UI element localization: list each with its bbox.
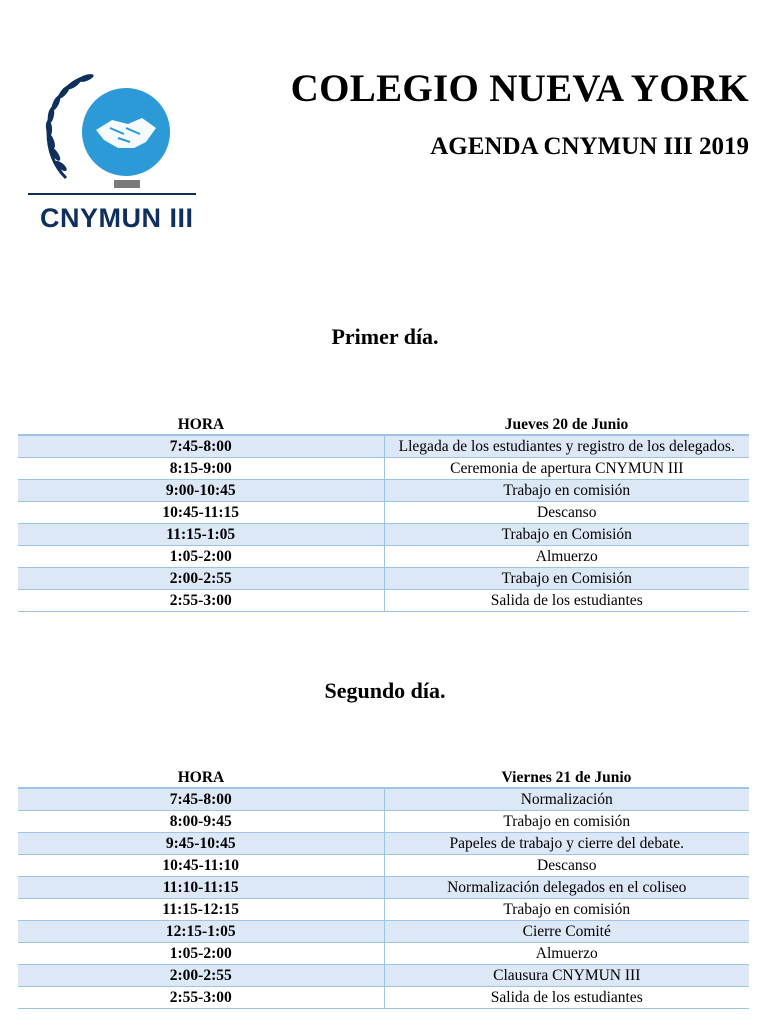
school-title: COLEGIO NUEVA YORK xyxy=(290,67,749,110)
hora-cell: 7:45-8:00 xyxy=(18,788,384,811)
table-row xyxy=(18,524,749,546)
activity-cell: Clausura CNYMUN III xyxy=(384,965,749,987)
activity-cell: Normalización xyxy=(384,788,749,811)
hora-cell: 12:15-1:05 xyxy=(18,921,384,943)
table-row xyxy=(18,899,749,921)
day1-schedule-table xyxy=(18,414,749,612)
activity-cell: Trabajo en comisión xyxy=(384,480,749,502)
logo-wordmark: CNYMUN III xyxy=(40,203,194,233)
handshake-globe-icon xyxy=(26,68,206,208)
activity-cell: Almuerzo xyxy=(384,546,749,568)
hora-cell: 10:45-11:10 xyxy=(18,855,384,877)
hora-cell: 8:00-9:45 xyxy=(18,811,384,833)
table-row xyxy=(18,833,749,855)
table-row xyxy=(18,502,749,524)
hora-cell: 11:10-11:15 xyxy=(18,877,384,899)
activity-cell: Almuerzo xyxy=(384,943,749,965)
activity-cell: Salida de los estudiantes xyxy=(384,987,749,1009)
activity-cell: Papeles de trabajo y cierre del debate. xyxy=(384,833,749,855)
table-row xyxy=(18,568,749,590)
table-row xyxy=(18,480,749,502)
table-row xyxy=(18,855,749,877)
table-row xyxy=(18,921,749,943)
hora-cell: 7:45-8:00 xyxy=(18,435,384,458)
table-row xyxy=(18,877,749,899)
table-row xyxy=(18,546,749,568)
activity-cell: Llegada de los estudiantes y registro de los delegados. xyxy=(384,435,749,458)
activity-cell: Trabajo en Comisión xyxy=(384,524,749,546)
table-header-row xyxy=(18,767,749,788)
activity-cell: Trabajo en comisión xyxy=(384,811,749,833)
table-row xyxy=(18,811,749,833)
hora-cell: 2:00-2:55 xyxy=(18,965,384,987)
activity-cell: Ceremonia de apertura CNYMUN III xyxy=(384,458,749,480)
activity-cell: Salida de los estudiantes xyxy=(384,590,749,612)
hora-cell: 11:15-1:05 xyxy=(18,524,384,546)
activity-cell: Descanso xyxy=(384,855,749,877)
hora-cell: 9:00-10:45 xyxy=(18,480,384,502)
table-row xyxy=(18,435,749,458)
table-header-row xyxy=(18,414,749,435)
hora-cell: 2:00-2:55 xyxy=(18,568,384,590)
hora-cell: 10:45-11:15 xyxy=(18,502,384,524)
hora-cell: 1:05-2:00 xyxy=(18,546,384,568)
activity-cell: Trabajo en comisión xyxy=(384,899,749,921)
col-date-header: Jueves 20 de Junio xyxy=(384,414,749,435)
activity-cell: Trabajo en Comisión xyxy=(384,568,749,590)
col-hora-header: HORA xyxy=(18,414,384,435)
day1-title: Primer día. xyxy=(331,324,439,349)
day2-title: Segundo día. xyxy=(324,678,446,703)
hora-cell: 8:15-9:00 xyxy=(18,458,384,480)
day2-schedule-table xyxy=(18,767,749,1009)
hora-cell: 2:55-3:00 xyxy=(18,987,384,1009)
activity-cell: Cierre Comité xyxy=(384,921,749,943)
table-row xyxy=(18,965,749,987)
hora-cell: 1:05-2:00 xyxy=(18,943,384,965)
table-row xyxy=(18,943,749,965)
activity-cell: Descanso xyxy=(384,502,749,524)
hora-cell: 11:15-12:15 xyxy=(18,899,384,921)
hora-cell: 2:55-3:00 xyxy=(18,590,384,612)
agenda-title: AGENDA CNYMUN III 2019 xyxy=(430,133,749,160)
col-hora-header: HORA xyxy=(18,767,384,788)
col-date-header: Viernes 21 de Junio xyxy=(384,767,749,788)
hora-cell: 9:45-10:45 xyxy=(18,833,384,855)
table-row xyxy=(18,590,749,612)
table-row xyxy=(18,987,749,1009)
table-row xyxy=(18,458,749,480)
table-row xyxy=(18,788,749,811)
activity-cell: Normalización delegados en el coliseo xyxy=(384,877,749,899)
